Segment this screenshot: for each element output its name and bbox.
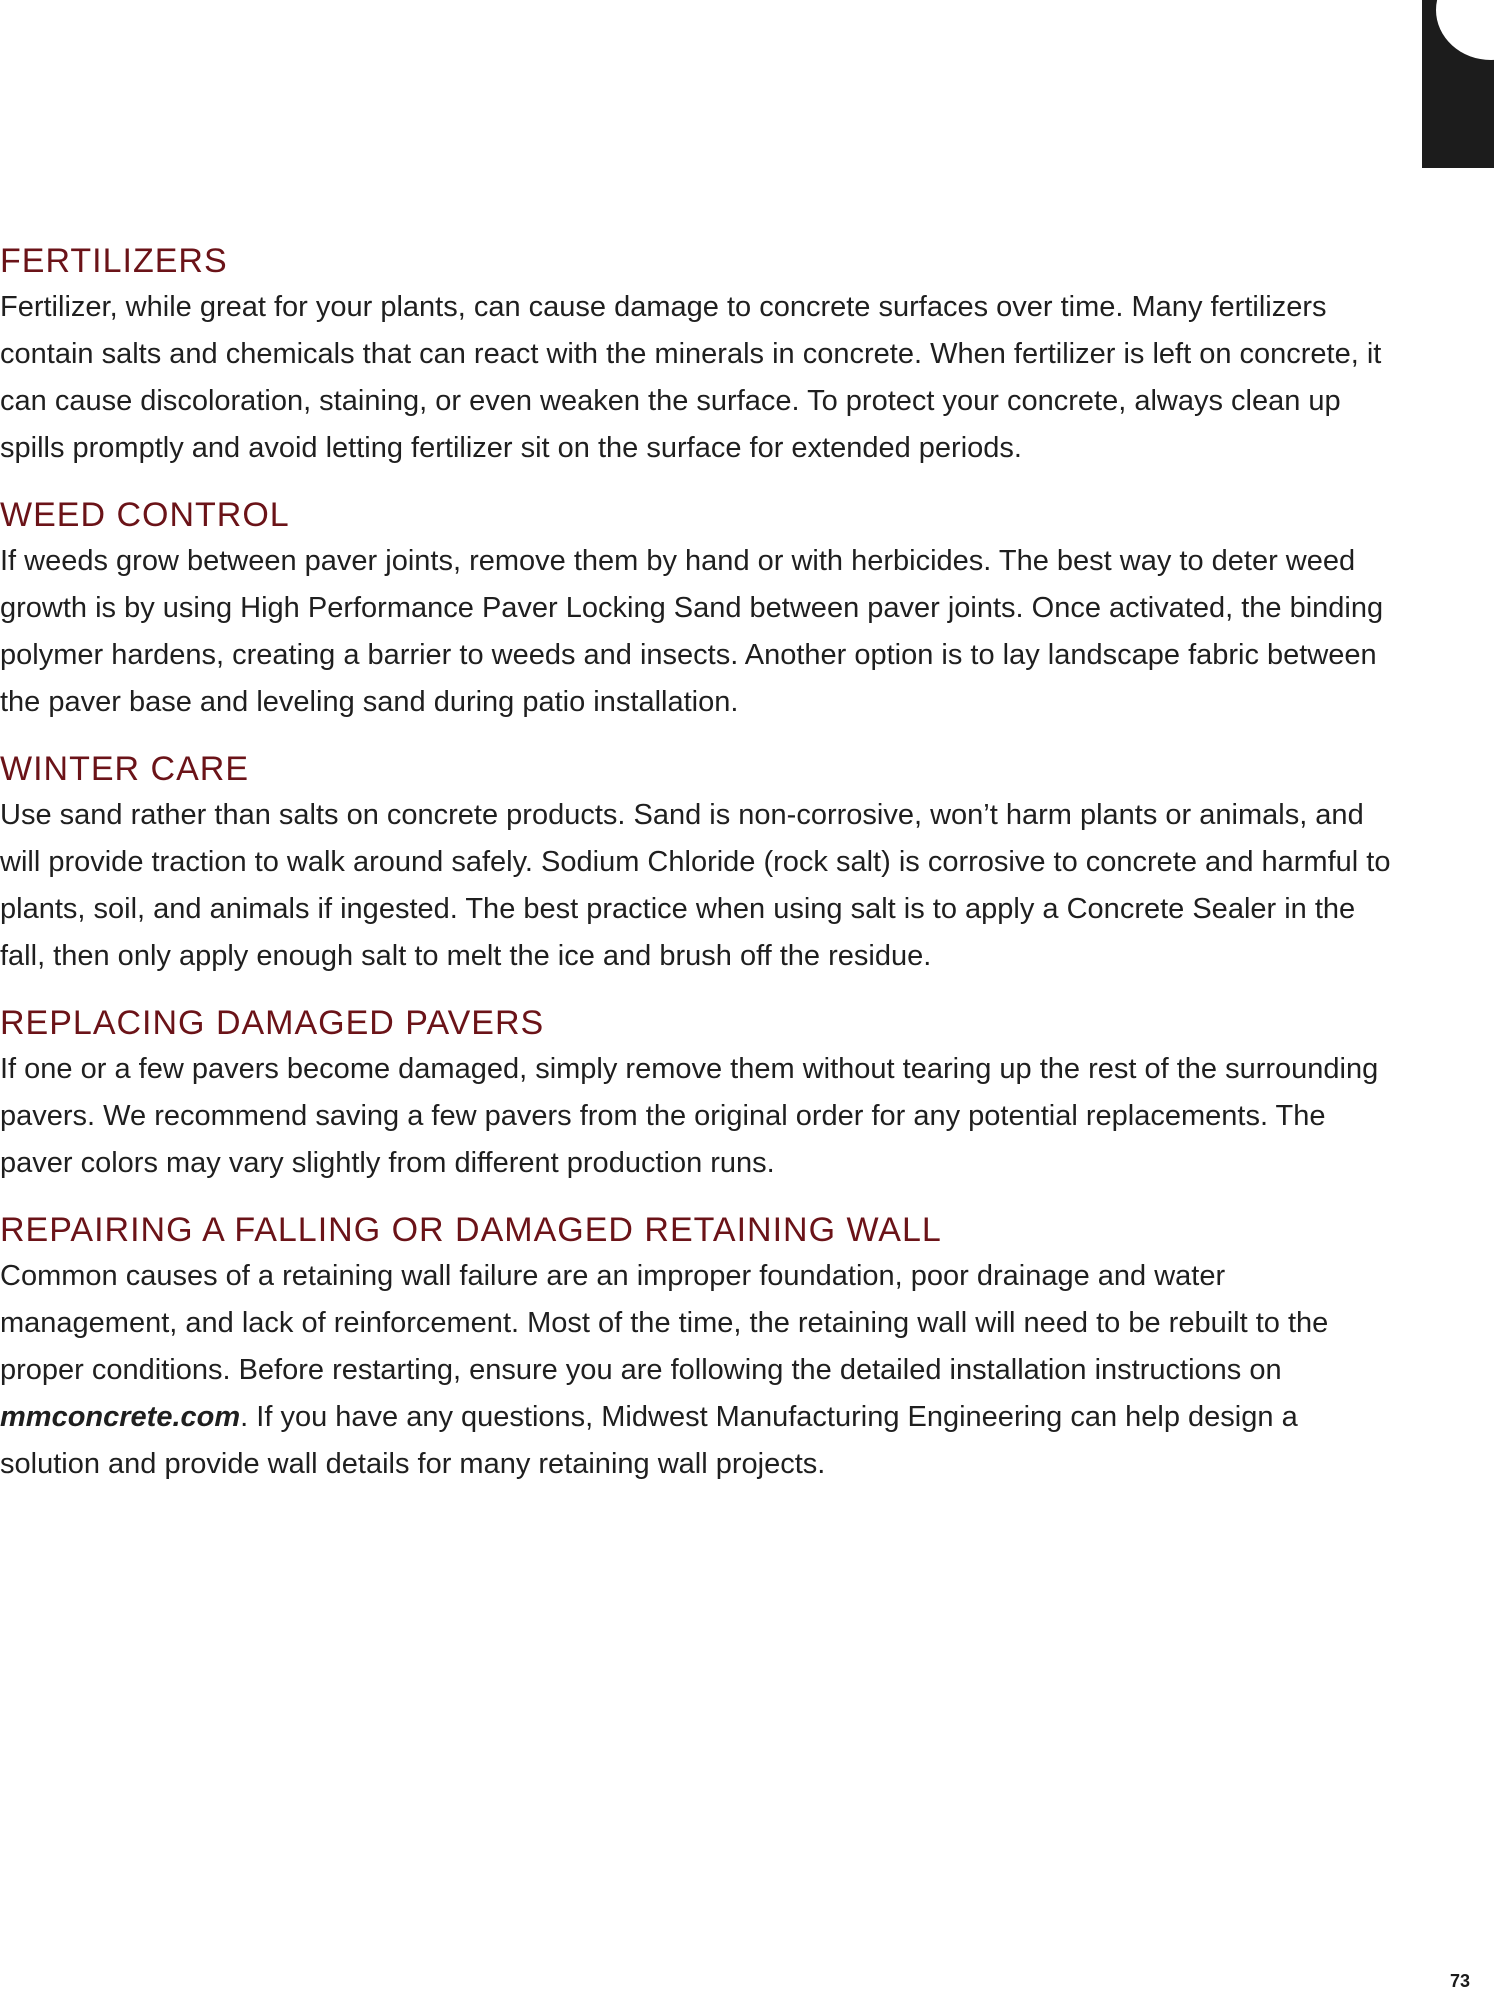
body-text-before-link: Common causes of a retaining wall failure are an improper foundation, poor drainage and water management, and lack of reinforcement. Most of the time, the retaining wall will need to be rebuilt to the proper conditions. Before restarting, ensure you are following the detailed installation instructions on (0, 1260, 1329, 1386)
section-title: REPLACING DAMAGED PAVERS (0, 1004, 545, 1042)
website-link[interactable]: mmconcrete.com (0, 1401, 241, 1433)
section-title: FERTILIZERS (0, 242, 228, 280)
section-fertilizers (0, 238, 1400, 472)
section-title: REPAIRING A FALLING OR DAMAGED RETAINING WALL (0, 1211, 942, 1249)
section-body: If weeds grow between paver joints, remove them by hand or with herbicides. The best way to deter weed growth is by using High Performance Paver Locking Sand between paver joints. Once activated, the binding polymer hardens, creating a barrier to weeds and insects. Another option is to lay landscape fabric between the paver base and leveling sand during patio installation. (0, 545, 1384, 718)
corner-tab-decoration (1422, 0, 1494, 168)
main-content (0, 238, 1400, 1508)
section-winter-care (0, 746, 1400, 980)
section-title: WEED CONTROL (0, 496, 290, 534)
section-title: WINTER CARE (0, 750, 249, 788)
section-body: Fertilizer, while great for your plants, can cause damage to concrete surfaces over time. Many fertilizers contain salts and chemicals that can react with the minerals in concrete. When fertilizer is left on concrete, it can cause discoloration, staining, or even weaken the surface. To protect your concrete, always clean up spills promptly and avoid letting fertilizer sit on the surface for extended periods. (0, 291, 1382, 464)
page-number: 73 (1449, 1971, 1470, 1991)
section-repairing-retaining-wall (0, 1207, 1400, 1488)
section-weed-control (0, 492, 1400, 726)
corner-tab-notch (1436, 0, 1494, 60)
section-body (0, 1253, 1400, 1488)
section-body: If one or a few pavers become damaged, simply remove them without tearing up the rest of the surrounding pavers. We recommend saving a few pavers from the original order for any potential replacements. The paver colors may vary slightly from different production runs. (0, 1053, 1379, 1179)
section-body: Use sand rather than salts on concrete products. Sand is non-corrosive, won’t harm plants or animals, and will provide traction to walk around safely. Sodium Chloride (rock salt) is corrosive to concrete and harmful to plants, soil, and animals if ingested. The best practice when using salt is to apply a Concrete Sealer in the fall, then only apply enough salt to melt the ice and brush off the residue. (0, 799, 1391, 972)
body-text-after-link: . If you have any questions, Midwest Manufacturing Engineering can help design a solution and provide wall details for many retaining wall projects. (0, 1401, 1298, 1480)
section-replacing-damaged-pavers (0, 1000, 1400, 1187)
